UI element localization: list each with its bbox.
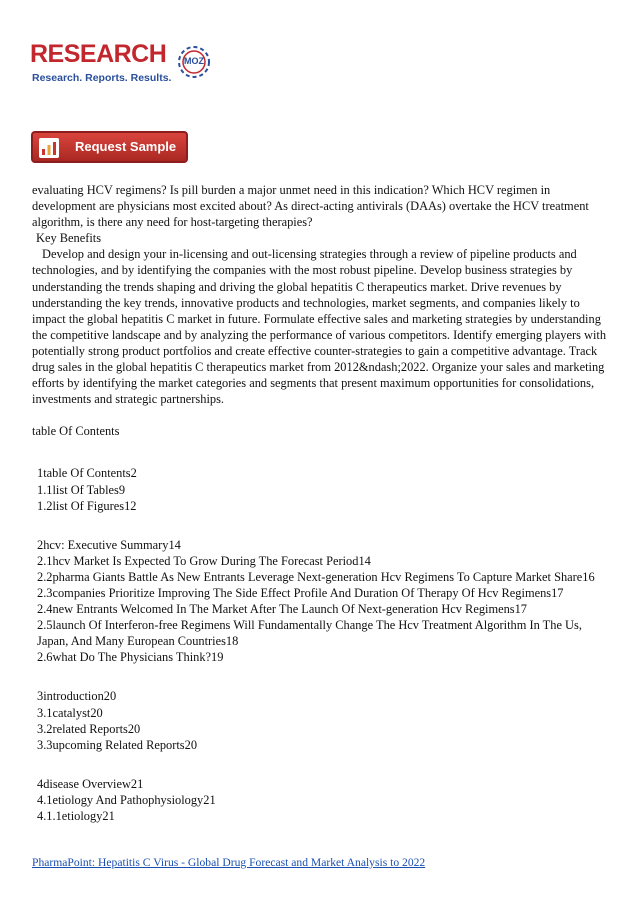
toc-group-3: [32, 688, 610, 752]
key-benefits-heading: Key Benefits: [36, 231, 102, 246]
toc-item: 4.1.1etiology21: [37, 809, 115, 823]
toc-item: 2.3companies Prioritize Improving The Side Effect Profile And Duration Of Therapy Of Hcv Regimens17: [37, 585, 564, 600]
toc-item: 2.4new Entrants Welcomed In The Market After The Launch Of Next-generation Hcv Regimens17: [37, 602, 528, 617]
report-chart-icon: [39, 138, 59, 158]
researchmoz-logo: [30, 40, 204, 90]
moz-badge-label: MOZ: [184, 56, 204, 66]
toc-group-4: [32, 776, 610, 824]
toc-item: 1table Of Contents2: [37, 466, 137, 481]
toc-item: 1.2list Of Figures12: [37, 498, 137, 513]
moz-badge-icon: [176, 44, 212, 80]
toc-item: 2.2pharma Giants Battle As New Entrants Leverage Next-generation Hcv Regimens To Capture Market Share16: [37, 569, 595, 584]
toc-item: 2.1hcv Market Is Expected To Grow During The Forecast Period14: [37, 553, 371, 568]
toc-group-1: [32, 465, 610, 513]
toc-group-2: [32, 537, 610, 666]
logo-wordmark: RESEARCH: [30, 40, 167, 68]
toc-item: 4.1etiology And Pathophysiology21: [37, 792, 216, 807]
request-sample-label: Request Sample: [75, 139, 177, 154]
request-sample-button[interactable]: [31, 131, 188, 163]
toc-item: 3introduction20: [37, 689, 117, 704]
toc-item: 2.5launch Of Interferon-free Regimens Will Fundamentally Change The Hcv Treatment Algorithm In The Us, Japan, And Many European Countries18: [37, 618, 582, 649]
toc-item: 3.1catalyst20: [37, 705, 103, 720]
toc-item: 1.1list Of Tables9: [37, 482, 126, 497]
intro-paragraph: evaluating HCV regimens? Is pill burden a major unmet need in this indication? Which HCV regimen in development are physicians most excited about? As direct-acting antivirals (DAAs) overtake the HCV treatment algorithm, is there any need for host-targeting therapies?: [32, 183, 589, 230]
toc-item: 3.2related Reports20: [37, 721, 141, 736]
footer-report-link[interactable]: PharmaPoint: Hepatitis C Virus - Global Drug Forecast and Market Analysis to 2022: [32, 856, 426, 869]
report-content: [32, 182, 610, 824]
key-benefits-paragraph: Develop and design your in-licensing and out-licensing strategies through a review of pipeline products and technologies, and by identifying the companies with the most robust pipeline. Develop business strategies by understanding the trends shaping and driving the global hepatitis C therapeutics market. Drive revenues by understanding the key trends, innovative products and technologies, market segments, and companies likely to impact the global hepatitis C market in future. Formulate effective sales and marketing strategies by understanding the competitive landscape and by analyzing the performance of various competitors. Identify emerging players with potentially strong product portfolios and create effective counter-strategies to gain a competitive advantage. Track drug sales in the global hepatitis C therapeutics market from 2012&ndash;2022. Organize your sales and marketing efforts by identifying the market categories and segments that present maximum opportunities for consolidations, investments and strategic partnerships.: [32, 247, 607, 407]
toc-heading: table Of Contents: [32, 424, 120, 439]
toc-item: 3.3upcoming Related Reports20: [37, 737, 198, 752]
toc-item: 2hcv: Executive Summary14: [37, 537, 181, 552]
toc-item: 4disease Overview21: [37, 776, 144, 791]
logo-tagline: Research. Reports. Results.: [32, 72, 172, 84]
toc-item: 2.6what Do The Physicians Think?19: [37, 650, 224, 665]
